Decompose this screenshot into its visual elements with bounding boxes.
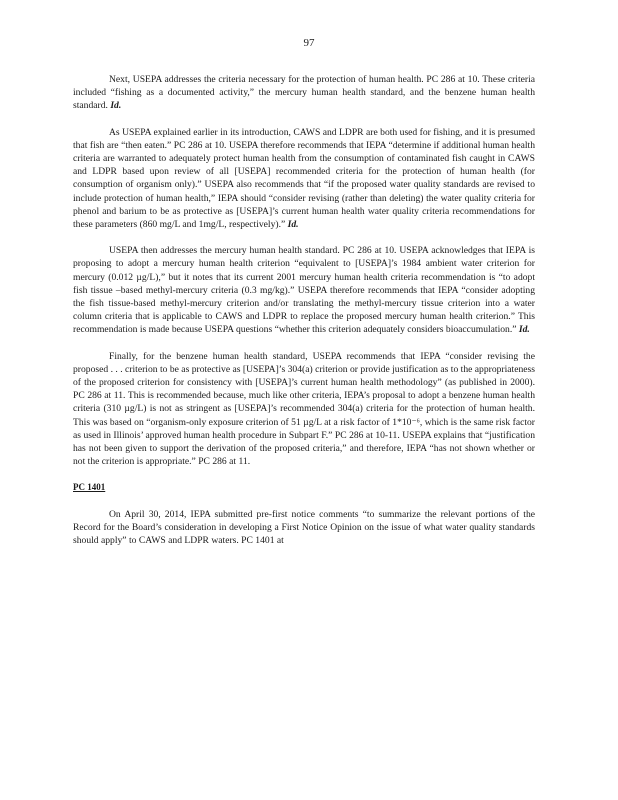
page-number: 97 [303, 37, 315, 49]
paragraph [73, 350, 535, 469]
paragraph [73, 73, 535, 113]
citation: Id. [518, 324, 530, 336]
paragraph [73, 126, 535, 232]
paragraph-text: As USEPA explained earlier in its introduction, CAWS and LDPR are both used for fishing, and it is presumed that fish are “then eaten.” PC 286 at 10. USEPA therefore recommends that IEPA “determine if additional human health criteria are warranted to adequately protect human health from the consumption of contaminated fish caught in CAWS and LDPR based upon review of all [USEPA] recommended criteria for the protection of human health (for consumption of organism only).” USEPA also recommends that “if the proposed water quality standards are revised to include protection of human health,” IEPA should “consider revising (rather than deleting) the water quality criteria for phenol and barium to be as protective as [USEPA]’s current human health water quality criteria recommendations for these parameters (860 mg/L and 1mg/L, respectively).” [73, 126, 535, 231]
citation: Id. [110, 100, 122, 112]
paragraph [73, 244, 535, 336]
paragraph-text: On April 30, 2014, IEPA submitted pre-first notice comments “to summarize the relevant portions of the Record for the Board’s consideration in developing a First Notice Opinion on the issue of what water quality standards should apply” to CAWS and LDPR waters. PC 1401 at [73, 508, 535, 547]
paragraph-text: Finally, for the benzene human health standard, USEPA recommends that IEPA “consider revising the proposed . . . criterion to be as protective as [USEPA]’s 304(a) criterion or provide justification as to the appropriateness of the proposed criterion for consistency with [USEPA]’s current human health methodology” (as published in 2000). PC 286 at 11. This is recommended because, much like other criteria, IEPA’s proposal to adopt a benzene human health criteria (310 µg/L) is not as stringent as [USEPA]’s recommended 304(a) criteria for the protection of human health. This was based on “organism-only exposure criterion of 51 µg/L at a risk factor of 1*10⁻⁶, which is the same risk factor as used in Illinois’ approved human health procedure in Subpart F.” PC 286 at 10-11. USEPA explains that “justification has not been given to support the derivation of the proposed criteria,” and therefore, IEPA “has not shown whether or not the criterion is appropriate.” PC 286 at 11. [73, 350, 535, 468]
paragraph-text: USEPA then addresses the mercury human health standard. PC 286 at 10. USEPA acknowledges that IEPA is proposing to adopt a mercury human health criterion “equivalent to [USEPA]’s 1984 ambient water criterion for mercury (0.012 µg/L),” but it notes that its current 2001 mercury human health criteria recommendation is “to adopt fish tissue –based methyl-mercury criteria (0.3 mg/kg).” USEPA therefore recommends that IEPA “consider adopting the fish tissue-based methyl-mercury criterion and/or translating the methyl-mercury tissue criterion into a water column criteria that is applicable to CAWS and LDPR to replace the proposed mercury human health criterion.” This recommendation is made because USEPA questions “whether this criterion adequately considers bioaccumulation.” [73, 245, 535, 336]
section-heading: PC 1401 [73, 482, 106, 493]
document-body [73, 73, 535, 560]
paragraph-text: Next, USEPA addresses the criteria necessary for the protection of human health. PC 286 at 10. These criteria included “fishing as a documented activity,” the mercury human health standard, and the benzene human health standard. [73, 74, 535, 112]
citation: Id. [287, 219, 299, 231]
paragraph [73, 508, 535, 548]
